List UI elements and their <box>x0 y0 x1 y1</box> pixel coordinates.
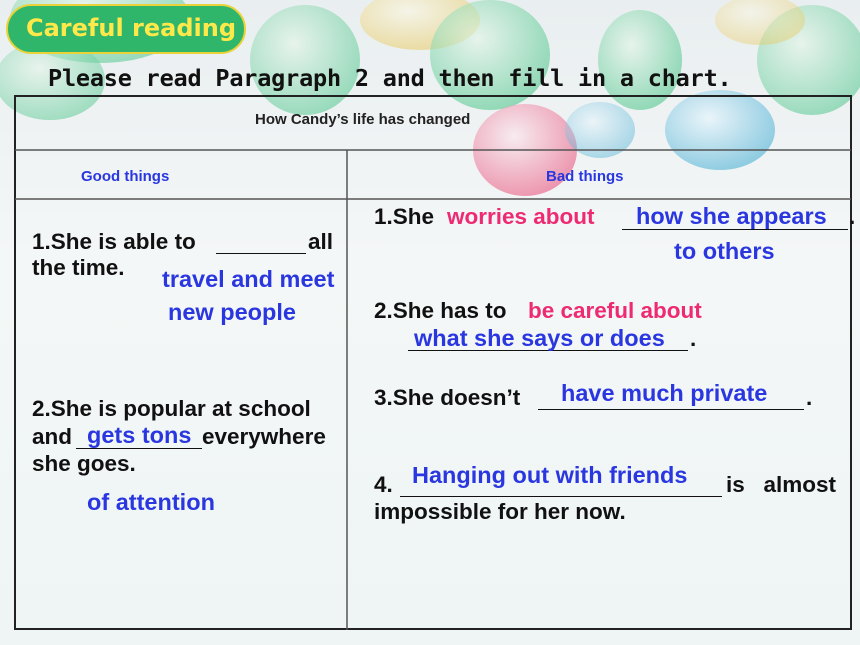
good-item-1-line2: the time. <box>32 255 125 280</box>
bad-item-4-answer: Hanging out with friends <box>412 462 688 488</box>
bad-item-1-prefix: 1.She <box>374 204 435 229</box>
bad-item-3-end: . <box>806 385 813 410</box>
bad-item-4-tail: is almost <box>726 472 837 497</box>
bad-item-4-prefix: 4. <box>374 472 393 497</box>
good-item-1-tail: all <box>308 229 334 254</box>
good-item-2-line3: she goes. <box>32 451 136 476</box>
bad-item-4-blank <box>400 496 722 497</box>
bad-item-2-prefix: 2.She has to <box>374 298 507 323</box>
bad-item-1-end: . <box>849 204 856 229</box>
instruction-text: Please read Paragraph 2 and then fill in a chart. <box>48 64 732 92</box>
bad-item-2-end: . <box>690 326 697 351</box>
good-item-2-and: and <box>32 424 73 449</box>
table-title: How Candy’s life has changed <box>255 111 471 128</box>
good-item-1-text: 1.She is able to <box>32 229 196 254</box>
good-item-1-answer-a: travel and meet <box>162 266 335 292</box>
bad-item-3-answer: have much private <box>561 380 768 406</box>
good-item-1-blank <box>216 253 306 254</box>
good-item-1-answer-b: new people <box>168 299 296 325</box>
bad-item-1-highlight: worries about <box>447 204 595 229</box>
good-item-2-tail: everywhere <box>202 424 326 449</box>
bad-item-2-highlight: be careful about <box>528 298 702 323</box>
bad-item-1-answer-a: how she appears <box>636 203 827 229</box>
section-badge <box>6 4 246 54</box>
good-item-2-answer-b: of attention <box>87 489 215 515</box>
good-item-2-line1: 2.She is popular at school <box>32 396 311 421</box>
good-item-2-answer-a: gets tons <box>87 422 192 448</box>
column-header-good: Good things <box>81 168 170 185</box>
section-badge-label: Careful reading <box>26 14 237 42</box>
bad-item-3-blank <box>538 409 804 410</box>
bad-item-3-prefix: 3.She doesn’t <box>374 385 521 410</box>
bad-item-2-answer: what she says or does <box>414 325 665 351</box>
column-header-bad: Bad things <box>546 168 624 185</box>
bad-item-4-line2: impossible for her now. <box>374 499 626 524</box>
bad-item-1-answer-b: to others <box>674 238 775 264</box>
